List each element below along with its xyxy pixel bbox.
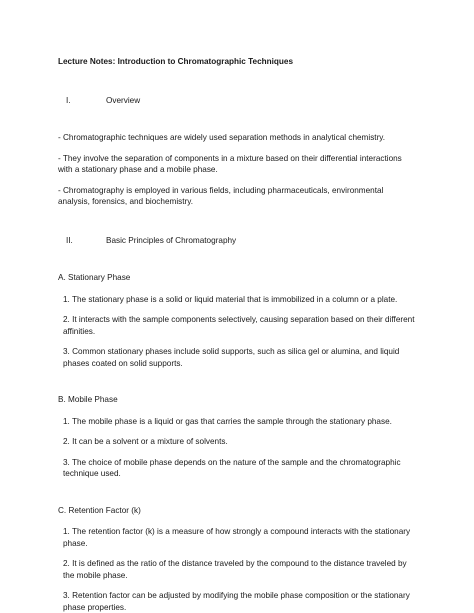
overview-bullet-2: - They involve the separation of components in a mixture based on their differential interactions with a stationary phase and a mobile phase.: [58, 153, 402, 174]
overview-bullet-1: - Chromatographic techniques are widely used separation methods in analytical chemistry.: [58, 133, 386, 142]
subsection-title-mobile: B. Mobile Phase: [58, 395, 118, 404]
stationary-item-3: 3. Common stationary phases include solid supports, such as silica gel or alumina, and liquid phases coated on solid supports.: [63, 347, 400, 368]
section-heading-principles: [58, 235, 416, 247]
section-numeral: I.: [66, 95, 71, 105]
subsection-title-stationary: A. Stationary Phase: [58, 273, 131, 282]
retention-item-1: 1. The retention factor (k) is a measure of how strongly a compound interacts with the stationary phase.: [63, 527, 411, 548]
document-title: Lecture Notes: Introduction to Chromatographic Techniques: [58, 57, 294, 66]
retention-item-3: 3. Retention factor can be adjusted by modifying the mobile phase composition or the stationary phase properties.: [63, 591, 410, 612]
subsection-title-retention: C. Retention Factor (k): [58, 505, 141, 515]
section-heading-overview: [58, 95, 416, 107]
section-label: Basic Principles of Chromatography: [106, 235, 237, 245]
section-label: Overview: [106, 95, 141, 105]
stationary-item-1: 1. The stationary phase is a solid or liquid material that is immobilized in a column or a plate.: [63, 294, 398, 304]
mobile-item-3: 3. The choice of mobile phase depends on the nature of the sample and the chromatographic technique used.: [63, 457, 401, 478]
mobile-item-1: 1. The mobile phase is a liquid or gas that carries the sample through the stationary phase.: [63, 416, 392, 426]
mobile-item-2: 2. It can be a solvent or a mixture of solvents.: [63, 437, 228, 446]
section-numeral: II.: [66, 235, 73, 245]
overview-bullet-3: - Chromatography is employed in various fields, including pharmaceuticals, environmental analysis, forensics, and biochemistry.: [58, 185, 384, 206]
stationary-item-2: 2. It interacts with the sample components selectively, causing separation based on their different affinities.: [63, 315, 415, 336]
retention-item-2: 2. It is defined as the ratio of the distance traveled by the compound to the distance traveled by the mobile phase.: [63, 559, 407, 580]
